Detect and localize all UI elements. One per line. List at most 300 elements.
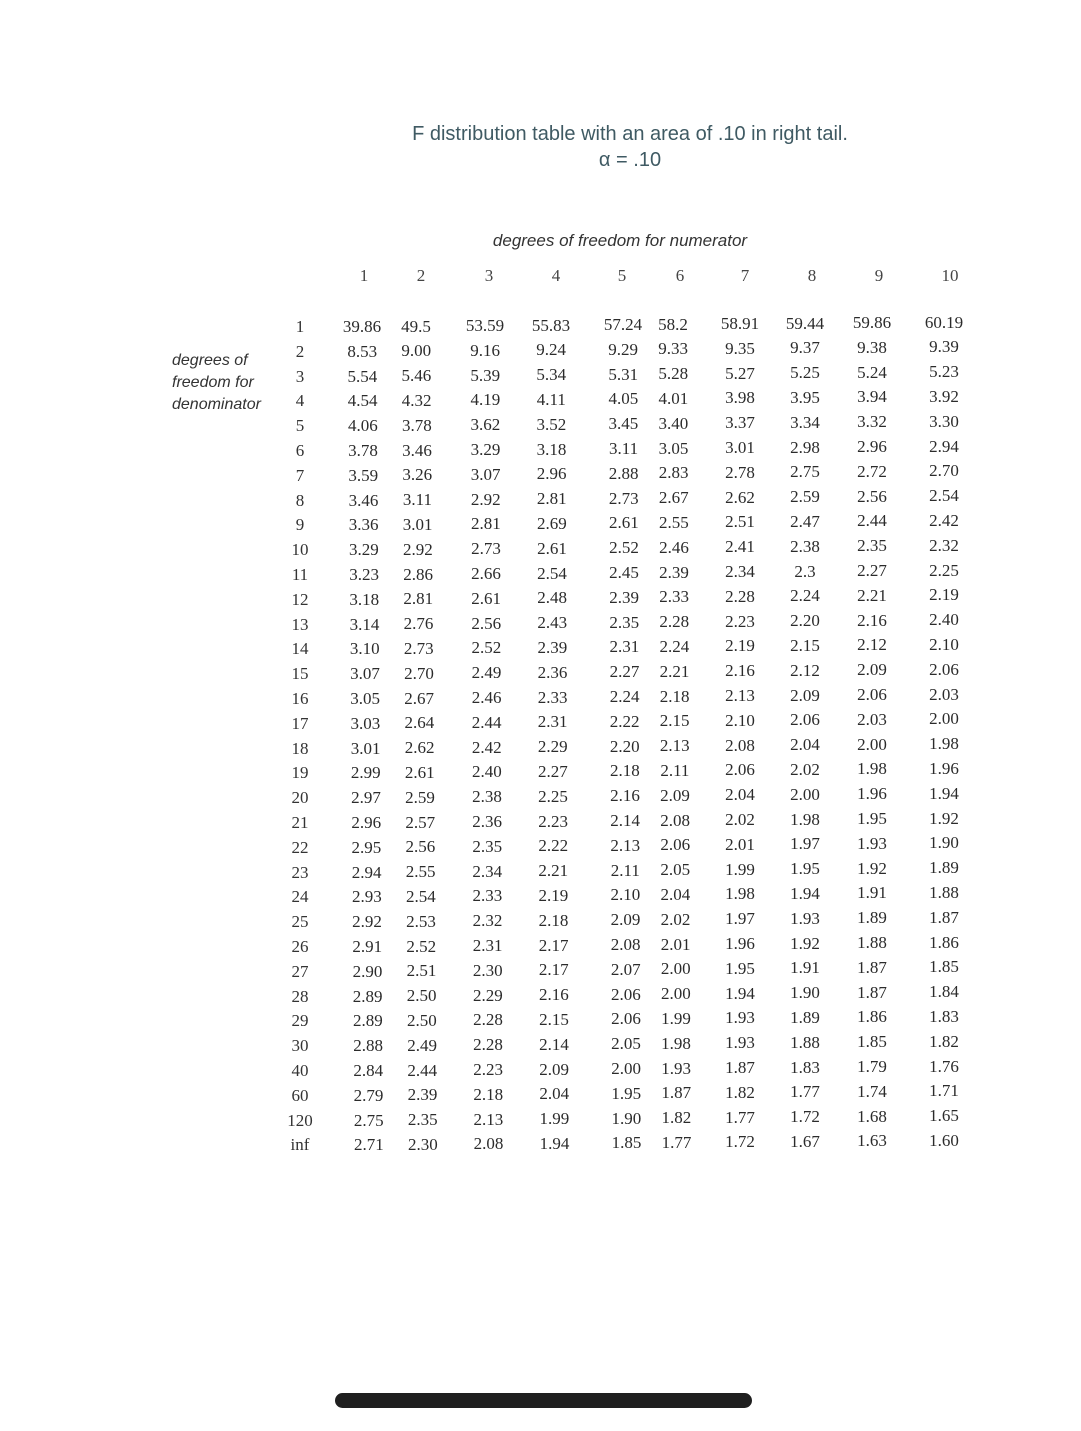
row-header-df-27: 27 [291, 961, 309, 981]
table-cell: 1.86 [929, 932, 959, 952]
row-header-df-11: 11 [291, 565, 309, 584]
table-cell: 1.71 [929, 1081, 959, 1101]
table-cell: 2.08 [473, 1134, 504, 1154]
table-cell: 2.06 [610, 984, 641, 1004]
table-cell: 2.05 [660, 860, 691, 880]
column-header-df-5: 5 [617, 266, 627, 285]
table-cell: 2.28 [473, 1035, 503, 1055]
table-cell: 57.24 [603, 315, 643, 334]
table-cell: 2.18 [473, 1084, 504, 1104]
table-cell: 2.23 [473, 1060, 504, 1079]
table-cell: 2.41 [725, 537, 755, 557]
table-cell: 2.81 [403, 589, 434, 609]
table-cell: 2.56 [405, 837, 436, 857]
table-cell: 5.54 [347, 366, 378, 386]
row-header-df-1: 1 [295, 317, 305, 336]
row-header-df-26: 26 [291, 937, 309, 956]
table-cell: 1.98 [929, 734, 959, 754]
table-cell: 1.89 [790, 1007, 820, 1027]
table-cell: 2.54 [537, 563, 567, 583]
numerator-axis-label: degrees of freedom for numerator [492, 231, 748, 250]
row-header-df-30: 30 [291, 1036, 309, 1056]
table-cell: 2.64 [404, 713, 435, 733]
table-cell: 2.08 [725, 735, 755, 755]
table-cell: 2.44 [857, 511, 887, 531]
table-cell: 1.90 [929, 833, 959, 853]
table-cell: 2.48 [537, 588, 568, 608]
table-cell: 1.82 [725, 1082, 755, 1102]
row-header-df-9: 9 [295, 515, 305, 535]
table-cell: 2.11 [610, 860, 640, 880]
table-cell: 1.85 [857, 1032, 887, 1052]
table-cell: 2.61 [471, 588, 502, 608]
table-cell: 2.27 [857, 561, 887, 580]
table-cell: 53.59 [465, 316, 505, 335]
table-cell: 1.95 [857, 809, 887, 828]
table-cell: 2.09 [790, 685, 820, 705]
table-cell: 3.01 [350, 738, 381, 758]
row-header-df-21: 21 [291, 813, 309, 832]
table-cell: 2.14 [610, 811, 640, 830]
table-cell: 2.18 [610, 761, 640, 781]
table-cell: 2.3 [794, 561, 816, 581]
table-cell: 3.03 [350, 713, 381, 733]
table-cell: 1.60 [929, 1130, 959, 1150]
table-cell: 3.78 [348, 441, 378, 460]
table-cell: 3.11 [608, 439, 639, 458]
table-cell: 2.12 [790, 660, 820, 680]
table-cell: 2.27 [538, 761, 568, 781]
table-cell: 2.79 [353, 1085, 384, 1105]
table-cell: 2.54 [405, 886, 436, 906]
table-cell: 1.92 [929, 808, 959, 828]
table-cell: 2.81 [536, 489, 567, 509]
table-title [0, 121, 1081, 173]
table-cell: 2.92 [352, 912, 382, 932]
table-cell: 1.95 [611, 1083, 642, 1103]
table-cell: 1.89 [929, 858, 959, 878]
home-indicator-bar[interactable] [335, 1393, 752, 1408]
table-cell: 1.68 [857, 1106, 887, 1126]
table-cell: 2.01 [660, 934, 691, 954]
row-header-df-13: 13 [291, 614, 309, 634]
table-cell: 2.06 [790, 710, 820, 730]
table-cell: 1.96 [725, 934, 755, 953]
table-cell: 1.83 [929, 1006, 959, 1026]
table-cell: 3.05 [350, 689, 381, 708]
table-cell: 2.51 [406, 961, 437, 981]
table-cell: 2.36 [537, 662, 568, 682]
table-cell: 2.24 [659, 636, 690, 656]
table-cell: 1.92 [790, 933, 820, 953]
row-header-df-8: 8 [295, 490, 305, 510]
table-cell: 2.46 [659, 537, 689, 557]
table-cell: 5.31 [608, 364, 639, 384]
table-cell: 2.00 [660, 959, 691, 979]
table-cell: 2.00 [929, 709, 959, 729]
table-cell: 2.91 [352, 937, 383, 956]
table-cell: 2.99 [350, 763, 381, 783]
row-header-df-16: 16 [291, 689, 309, 708]
table-cell: 3.29 [470, 440, 501, 459]
row-header-df-20: 20 [291, 788, 309, 808]
row-header-df-40: 40 [291, 1061, 309, 1080]
table-cell: 2.76 [403, 614, 434, 634]
table-cell: 2.28 [473, 1010, 503, 1030]
table-cell: 1.87 [929, 907, 959, 927]
table-cell: 1.91 [857, 883, 887, 903]
table-cell: 4.11 [536, 389, 566, 409]
table-cell: 2.62 [404, 738, 435, 758]
table-cell: 2.33 [472, 886, 503, 906]
table-cell: 2.73 [471, 539, 501, 559]
table-cell: 2.42 [929, 510, 959, 530]
table-cell: 2.04 [790, 735, 820, 755]
table-cell: 2.00 [790, 784, 820, 804]
column-header-df-1: 1 [359, 266, 369, 285]
table-cell: 3.26 [402, 465, 433, 485]
table-cell: 2.53 [406, 911, 436, 931]
table-cell: 2.70 [404, 663, 434, 683]
table-cell: 3.92 [929, 386, 959, 406]
table-cell: 1.94 [539, 1133, 570, 1153]
table-cell: 3.94 [857, 387, 887, 407]
table-cell: 5.39 [470, 365, 501, 385]
table-cell: 1.90 [611, 1108, 642, 1128]
table-cell: 2.27 [609, 662, 640, 682]
table-cell: 2.15 [539, 1009, 569, 1029]
table-cell: 3.46 [402, 440, 432, 460]
table-cell: 2.32 [472, 911, 503, 931]
table-cell: 2.93 [351, 887, 382, 907]
table-cell: 1.88 [857, 933, 887, 952]
table-cell: 1.90 [790, 983, 820, 1003]
table-cell: 1.72 [790, 1107, 820, 1127]
table-cell: 1.93 [725, 1008, 755, 1028]
table-cell: 2.75 [790, 462, 820, 482]
table-cell: 2.92 [403, 539, 433, 559]
table-cell: 3.18 [349, 589, 380, 609]
table-cell: 2.15 [790, 635, 820, 655]
table-cell: 2.92 [470, 489, 501, 509]
table-cell: 1.93 [661, 1058, 692, 1078]
table-cell: 2.12 [857, 635, 887, 655]
table-cell: 2.21 [659, 661, 690, 681]
table-cell: 2.00 [857, 734, 887, 754]
table-cell: 1.95 [790, 859, 820, 879]
table-cell: 2.10 [929, 634, 959, 654]
table-cell: 2.40 [929, 610, 959, 630]
table-cell: 3.14 [349, 614, 380, 634]
table-cell: 1.94 [790, 883, 820, 903]
table-cell: 2.25 [538, 786, 568, 806]
table-cell: 3.59 [348, 465, 379, 485]
table-cell: 5.28 [658, 364, 689, 384]
table-cell: 2.13 [610, 835, 641, 855]
table-cell: 5.24 [857, 362, 887, 382]
row-header-df-24: 24 [291, 887, 309, 907]
table-cell: 2.39 [659, 562, 689, 582]
table-cell: 2.57 [405, 812, 436, 832]
row-header-df-18: 18 [291, 738, 309, 758]
table-cell: 2.00 [660, 984, 691, 1004]
table-cell: 2.45 [609, 563, 639, 582]
table-cell: 1.88 [929, 882, 959, 902]
row-header-df-5: 5 [295, 416, 305, 436]
table-cell: 9.00 [401, 341, 432, 361]
table-cell: 1.77 [790, 1082, 820, 1102]
table-cell: 2.04 [539, 1084, 570, 1104]
table-cell: 2.35 [407, 1110, 438, 1130]
table-cell: 3.34 [790, 412, 820, 432]
table-cell: 2.86 [403, 564, 433, 584]
table-cell: 2.16 [725, 661, 755, 681]
table-cell: 2.09 [660, 785, 690, 805]
table-cell: 2.25 [929, 560, 959, 580]
table-cell: 1.87 [661, 1083, 692, 1103]
table-cell: 2.59 [405, 787, 435, 807]
table-cell: 2.40 [472, 762, 502, 782]
row-header-df-28: 28 [291, 986, 309, 1006]
table-cell: 1.82 [929, 1031, 959, 1051]
column-header-df-2: 2 [416, 266, 426, 285]
table-cell: 2.89 [352, 986, 383, 1006]
table-cell: 2.16 [857, 610, 887, 630]
table-cell: 58.2 [658, 314, 688, 334]
table-cell: 2.56 [857, 486, 887, 506]
table-cell: 2.67 [404, 688, 435, 708]
table-cell: 2.75 [353, 1110, 384, 1130]
table-cell: 2.11 [660, 760, 690, 780]
table-cell: 2.35 [609, 612, 640, 632]
table-cell: 1.79 [857, 1057, 887, 1076]
table-cell: 3.36 [348, 515, 379, 535]
table-cell: 2.78 [725, 462, 755, 482]
table-cell: 3.32 [857, 412, 887, 432]
table-cell: 2.54 [929, 486, 959, 506]
table-cell: 2.70 [929, 461, 959, 481]
table-cell: 1.98 [725, 884, 755, 904]
table-cell: 2.35 [472, 836, 503, 856]
table-cell: 2.35 [857, 536, 887, 556]
table-cell: 2.95 [351, 837, 382, 857]
table-cell: 2.39 [537, 637, 568, 657]
denominator-label-line: denominator [172, 396, 261, 413]
table-cell: 2.61 [537, 538, 567, 558]
table-cell: 5.34 [536, 365, 567, 385]
table-cell: 9.24 [536, 340, 566, 360]
table-cell: 2.18 [659, 686, 690, 706]
table-cell: 3.23 [349, 565, 379, 584]
table-cell: 2.39 [407, 1085, 438, 1105]
table-cell: 4.54 [347, 391, 378, 411]
table-cell: 3.11 [402, 490, 433, 510]
table-cell: 1.96 [857, 784, 887, 804]
row-header-df-25: 25 [291, 912, 309, 932]
table-cell: 1.93 [725, 1033, 755, 1053]
table-cell: 3.10 [349, 639, 380, 659]
table-cell: 59.44 [785, 313, 825, 333]
table-cell: 2.22 [609, 711, 640, 731]
table-cell: 2.66 [471, 564, 501, 583]
table-cell: 5.25 [790, 363, 820, 383]
table-cell: 2.61 [608, 513, 639, 533]
row-header-df-29: 29 [291, 1011, 309, 1031]
column-header-df-4: 4 [551, 266, 561, 285]
table-cell: 2.09 [610, 910, 641, 930]
table-cell: 2.36 [472, 812, 502, 831]
table-cell: 9.29 [608, 339, 638, 359]
title-line-2-alpha: α = .10 [598, 149, 662, 171]
table-cell: 1.85 [611, 1133, 642, 1153]
table-cell: 2.34 [472, 861, 503, 881]
row-header-df-60: 60 [291, 1085, 309, 1105]
table-cell: 1.87 [725, 1058, 755, 1077]
table-cell: 9.35 [725, 338, 755, 358]
table-cell: 5.27 [725, 363, 755, 383]
table-cell: 2.52 [406, 936, 437, 956]
table-cell: 2.96 [536, 464, 567, 484]
table-cell: 2.05 [611, 1034, 641, 1054]
table-cell: 1.89 [857, 908, 887, 928]
table-cell: 2.19 [929, 585, 959, 605]
table-cell: 2.19 [538, 885, 569, 905]
title-line-1: F distribution table with an area of .10 in right tail. [412, 123, 848, 145]
table-cell: 2.44 [407, 1060, 438, 1080]
table-cell: 1.93 [790, 908, 820, 928]
table-cell: 60.19 [924, 312, 964, 332]
table-cell: 2.13 [725, 686, 755, 705]
table-cell: 55.83 [531, 315, 571, 335]
table-cell: 2.13 [473, 1109, 504, 1129]
table-cell: 3.01 [402, 514, 433, 534]
table-cell: 1.94 [725, 983, 755, 1003]
table-cell: 1.63 [857, 1131, 887, 1151]
table-cell: 2.06 [611, 1009, 641, 1029]
table-cell: 2.67 [658, 488, 689, 508]
denominator-label-line: freedom for [172, 374, 254, 391]
table-cell: 2.94 [929, 436, 959, 456]
row-header-df-17: 17 [291, 713, 309, 733]
table-cell: 2.49 [471, 663, 502, 683]
table-cell: 2.06 [857, 685, 887, 704]
table-cell: 2.06 [929, 659, 959, 679]
table-cell: 3.30 [929, 411, 959, 431]
table-cell: 58.91 [720, 314, 760, 333]
table-cell: 2.24 [790, 586, 820, 606]
table-cell: 3.07 [470, 464, 501, 484]
table-cell: 1.72 [725, 1132, 755, 1152]
table-cell: 2.03 [857, 709, 887, 729]
table-cell: 2.18 [538, 910, 569, 930]
column-header-df-10: 10 [941, 266, 959, 285]
table-cell: 4.19 [470, 390, 501, 410]
table-cell: 1.98 [790, 809, 820, 829]
table-cell: 1.67 [790, 1131, 820, 1151]
table-cell: 2.02 [790, 759, 820, 779]
denominator-axis-label [172, 350, 282, 416]
table-cell: 2.23 [538, 811, 568, 831]
table-cell: 1.83 [790, 1057, 820, 1077]
table-cell: 3.07 [350, 664, 380, 684]
table-cell: 1.97 [790, 834, 820, 854]
table-cell: 2.55 [658, 512, 689, 532]
table-cell: 2.15 [659, 711, 690, 731]
table-cell: 2.38 [472, 787, 502, 807]
table-cell: 1.65 [929, 1106, 959, 1126]
table-cell: 1.96 [929, 758, 959, 778]
row-header-df-10: 10 [291, 540, 309, 560]
table-cell: 2.23 [725, 611, 755, 631]
row-header-df-14: 14 [291, 639, 309, 659]
table-cell: 2.39 [609, 587, 640, 607]
table-cell: 1.88 [790, 1032, 820, 1052]
column-header-df-8: 8 [807, 266, 817, 285]
table-cell: 2.06 [725, 760, 755, 780]
table-cell: 3.01 [725, 438, 755, 457]
table-cell: 49.5 [401, 316, 431, 336]
table-cell: 1.94 [929, 783, 959, 803]
table-cell: 2.10 [725, 710, 755, 730]
row-header-df-inf: inf [290, 1135, 310, 1155]
table-cell: 2.08 [610, 935, 641, 954]
table-cell: 2.62 [725, 487, 755, 507]
table-cell: 1.87 [857, 957, 887, 977]
table-cell: 1.99 [661, 1008, 691, 1028]
table-cell: 9.16 [470, 340, 500, 360]
table-cell: 1.77 [661, 1132, 692, 1152]
row-header-df-19: 19 [291, 763, 309, 783]
table-cell: 1.86 [857, 1007, 887, 1027]
row-header-df-22: 22 [291, 837, 309, 857]
table-cell: 2.02 [660, 909, 691, 929]
table-cell: 2.20 [609, 736, 640, 756]
row-header-df-7: 7 [295, 465, 305, 485]
table-cell: 2.13 [659, 736, 690, 756]
table-cell: 1.98 [661, 1033, 691, 1053]
table-cell: 2.17 [538, 960, 569, 980]
table-cell: 2.47 [790, 511, 820, 531]
table-cell: 1.97 [725, 909, 755, 929]
table-cell: 2.04 [725, 785, 755, 805]
column-header-df-6: 6 [675, 266, 685, 285]
table-cell: 2.50 [407, 1010, 437, 1030]
table-cell: 2.72 [857, 461, 887, 481]
table-cell: 2.02 [725, 810, 755, 829]
table-cell: 2.31 [537, 712, 568, 732]
table-cell: 3.98 [725, 388, 755, 408]
table-cell: 3.62 [470, 415, 501, 435]
table-cell: 2.24 [609, 687, 640, 706]
table-cell: 2.34 [725, 562, 755, 581]
table-cell: 2.07 [610, 959, 641, 979]
table-cell: 2.44 [471, 712, 502, 732]
table-cell: 9.33 [658, 339, 688, 359]
table-cell: 2.04 [660, 884, 691, 904]
table-cell: 3.40 [658, 413, 689, 433]
table-cell: 2.17 [538, 935, 569, 955]
row-header-df-12: 12 [291, 589, 309, 609]
table-cell: 3.52 [536, 414, 567, 434]
table-cell: 2.30 [472, 960, 503, 980]
table-cell: 2.49 [407, 1035, 437, 1055]
table-cell: 1.93 [857, 833, 887, 853]
row-header-df-120: 120 [287, 1110, 313, 1130]
table-cell: 2.28 [659, 612, 690, 632]
row-header-df-6: 6 [295, 441, 305, 460]
table-cell: 2.01 [725, 834, 755, 854]
table-cell: 2.94 [351, 862, 382, 882]
